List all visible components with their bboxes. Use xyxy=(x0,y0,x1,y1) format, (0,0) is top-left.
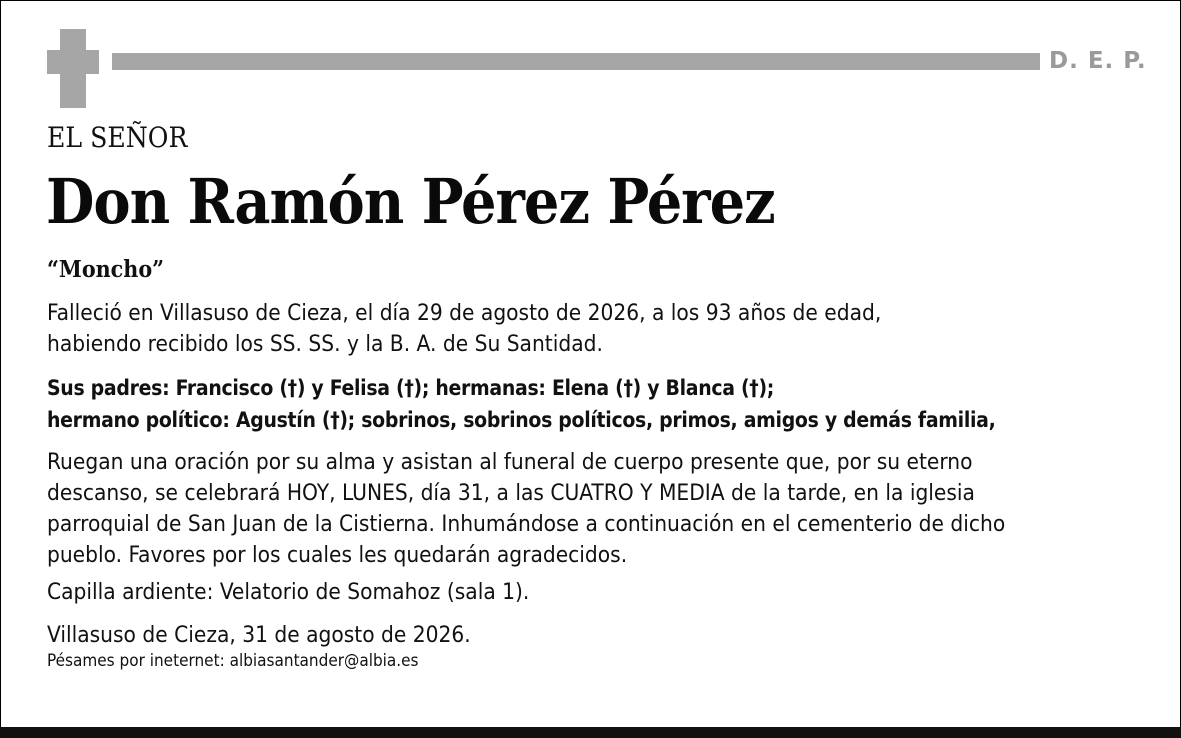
deceased-prefix: EL SEÑOR xyxy=(47,121,188,154)
funeral-notice xyxy=(47,447,1157,571)
death-notice-line: Falleció en Villasuso de Cieza, el día 29 de agosto de 2026, a los 93 años de edad, xyxy=(47,300,882,326)
dep-label: D. E. P. xyxy=(1049,48,1147,74)
death-notice xyxy=(47,298,1157,360)
condolences-info: Pésames por ineternet: albiasantander@albia.es xyxy=(47,651,419,671)
family-line: Sus padres: Francisco (†) y Felisa (†); hermanas: Elena (†) y Blanca (†); xyxy=(47,376,775,400)
funeral-line: descanso, se celebrará HOY, LUNES, día 31, a las CUATRO Y MEDIA de la tarde, en la iglesia xyxy=(47,480,975,506)
family-line: hermano político: Agustín (†); sobrinos, sobrinos políticos, primos, amigos y demás familia, xyxy=(47,408,996,432)
cross-horizontal-bar xyxy=(47,50,99,74)
place-date: Villasuso de Cieza, 31 de agosto de 2026. xyxy=(47,622,471,648)
chapel-info: Capilla ardiente: Velatorio de Somahoz (sala 1). xyxy=(47,579,530,605)
header-rule xyxy=(112,53,1040,70)
death-notice-line: habiendo recibido los SS. SS. y la B. A. de Su Santidad. xyxy=(47,331,603,357)
funeral-line: Ruegan una oración por su alma y asistan al funeral de cuerpo presente que, por su eterno xyxy=(47,449,973,475)
deceased-nickname: “Moncho” xyxy=(47,256,165,283)
funeral-line: parroquial de San Juan de la Cistierna. Inhumándose a continuación en el cementerio de dicho xyxy=(47,511,1006,537)
bottom-border xyxy=(0,727,1181,738)
family-list xyxy=(47,372,1157,436)
deceased-name: Don Ramón Pérez Pérez xyxy=(46,165,775,238)
funeral-line: pueblo. Favores por los cuales les quedarán agradecidos. xyxy=(47,542,628,568)
